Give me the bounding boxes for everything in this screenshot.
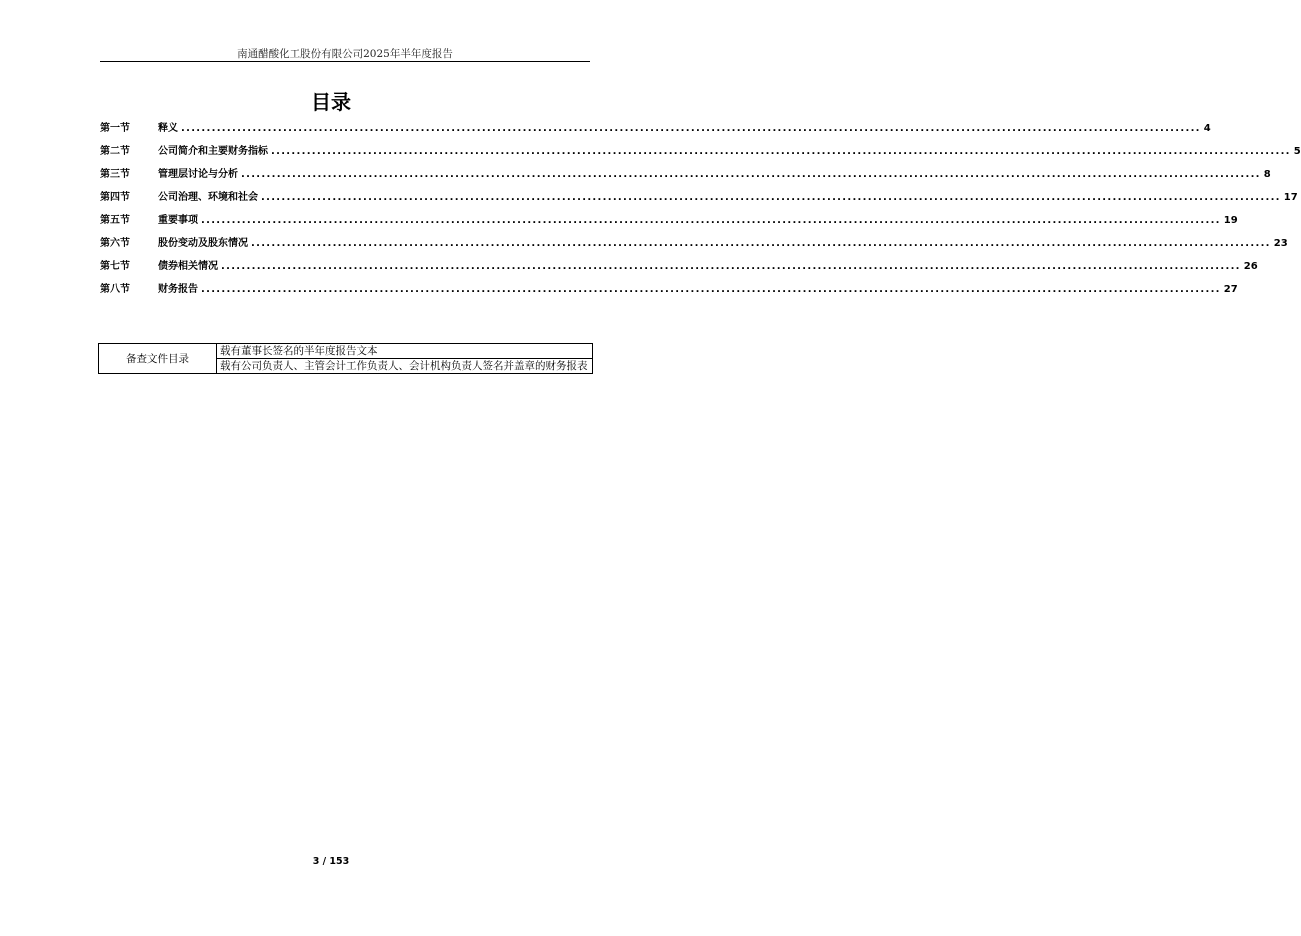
toc-section-number: 第一节 <box>100 123 130 134</box>
toc-entry[interactable] <box>100 165 1271 188</box>
toc-dot-leader: ........................................................................................................................................................................................................ <box>261 192 1281 203</box>
page-number-footer: 3 / 153 <box>312 856 350 867</box>
toc-entry[interactable] <box>100 280 1238 303</box>
toc-section-number: 第四节 <box>100 192 130 203</box>
toc-section-number: 第二节 <box>100 146 130 157</box>
toc-section-number: 第八节 <box>100 284 130 295</box>
page-title: 目录 <box>311 90 351 114</box>
toc-entry[interactable] <box>100 257 1258 280</box>
reference-table-item: 载有公司负责人、主管会计工作负责人、会计机构负责人签名并盖章的财务报表 <box>217 359 593 374</box>
reference-documents-table <box>98 343 593 374</box>
toc-dot-leader: ........................................................................................................................................................................................................ <box>181 123 1201 134</box>
toc-entry[interactable] <box>100 188 1298 211</box>
toc-entry[interactable] <box>100 142 1301 165</box>
toc-page-number: 4 <box>1203 123 1211 134</box>
toc-page-number: 8 <box>1263 169 1271 180</box>
toc-section-title: 释义 <box>158 123 178 134</box>
toc-entry[interactable] <box>100 234 1288 257</box>
table-of-contents <box>100 119 1301 303</box>
toc-section-title: 财务报告 <box>158 284 198 295</box>
toc-section-title: 公司简介和主要财务指标 <box>158 146 268 157</box>
toc-page-number: 26 <box>1243 261 1258 272</box>
toc-page-number: 23 <box>1273 238 1288 249</box>
toc-section-title: 债券相关情况 <box>158 261 218 272</box>
reference-table-item: 载有董事长签名的半年度报告文本 <box>217 344 593 359</box>
toc-section-number: 第三节 <box>100 169 130 180</box>
reference-table-label: 备查文件目录 <box>99 344 217 374</box>
toc-section-number: 第七节 <box>100 261 130 272</box>
toc-entry[interactable] <box>100 211 1238 234</box>
toc-page-number: 5 <box>1293 146 1301 157</box>
toc-section-title: 股份变动及股东情况 <box>158 238 248 249</box>
toc-section-number: 第六节 <box>100 238 130 249</box>
toc-section-title: 管理层讨论与分析 <box>158 169 238 180</box>
toc-entry[interactable] <box>100 119 1211 142</box>
toc-page-number: 27 <box>1223 284 1238 295</box>
toc-dot-leader: ........................................................................................................................................................................................................ <box>241 169 1261 180</box>
toc-dot-leader: ........................................................................................................................................................................................................ <box>221 261 1241 272</box>
toc-section-title: 重要事项 <box>158 215 198 226</box>
toc-dot-leader: ........................................................................................................................................................................................................ <box>201 284 1221 295</box>
toc-dot-leader: ........................................................................................................................................................................................................ <box>201 215 1221 226</box>
header-divider <box>100 61 590 62</box>
toc-page-number: 17 <box>1283 192 1298 203</box>
page-header: 南通醋酸化工股份有限公司2025年半年度报告 <box>237 48 453 60</box>
toc-section-title: 公司治理、环境和社会 <box>158 192 258 203</box>
toc-section-number: 第五节 <box>100 215 130 226</box>
toc-page-number: 19 <box>1223 215 1238 226</box>
toc-dot-leader: ........................................................................................................................................................................................................ <box>251 238 1271 249</box>
toc-dot-leader: ........................................................................................................................................................................................................ <box>271 146 1291 157</box>
